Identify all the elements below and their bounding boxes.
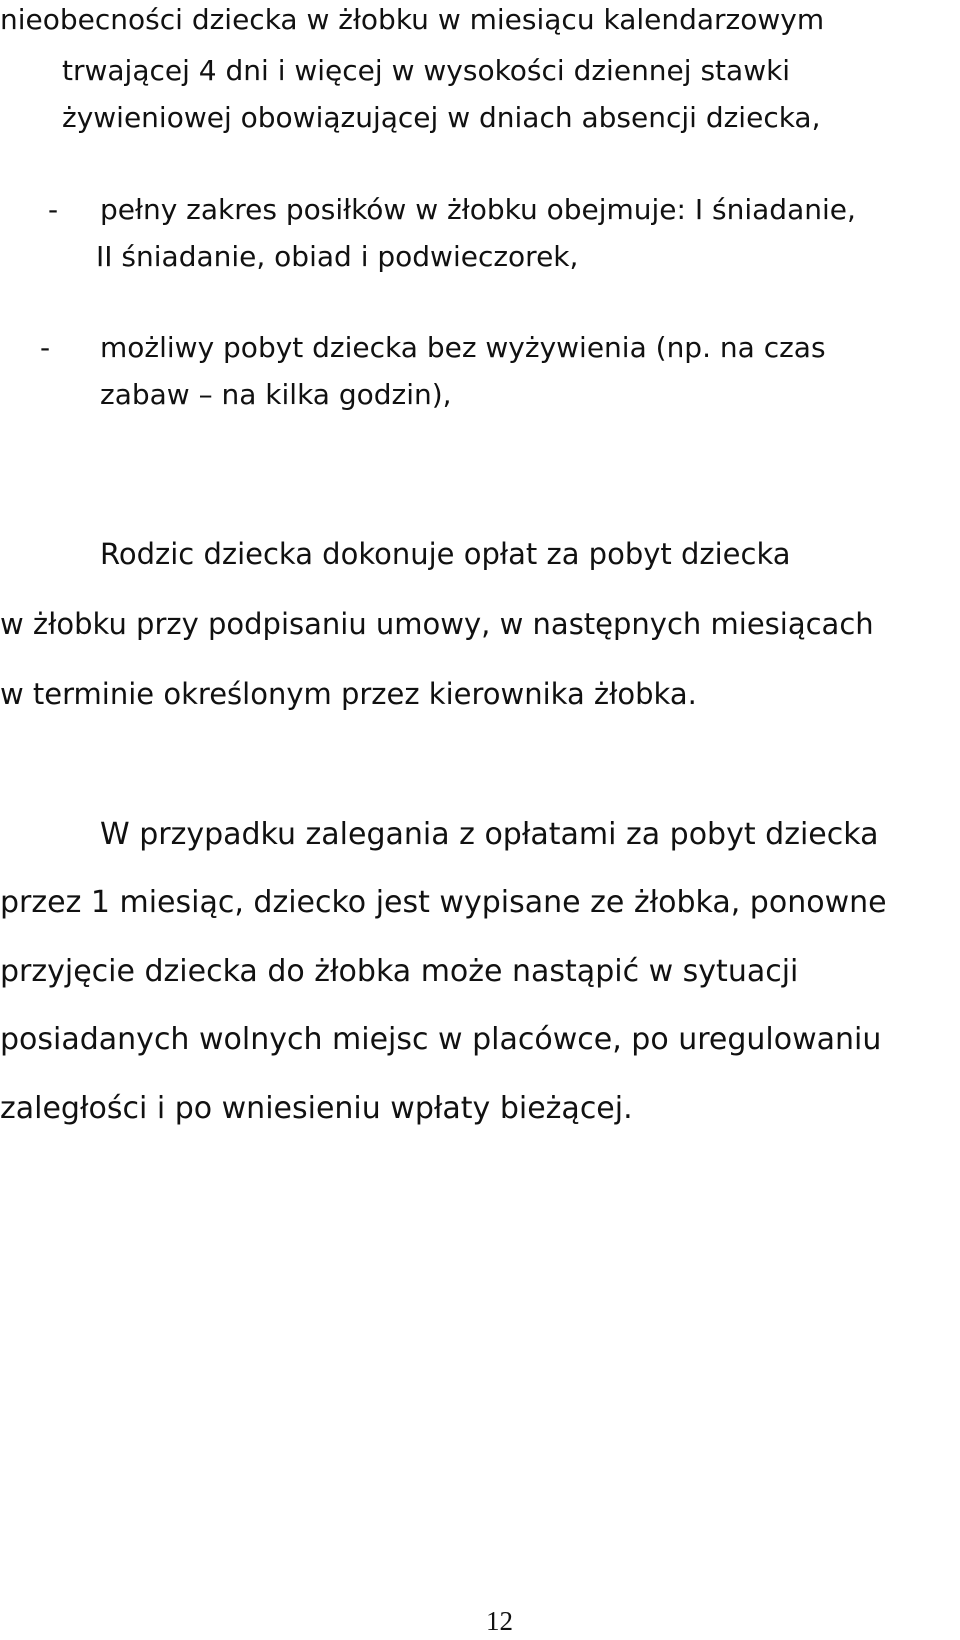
page-number: 12 bbox=[486, 1606, 513, 1636]
paragraph-line: przez 1 miesiąc, dziecko jest wypisane ze żłobka, ponowne bbox=[0, 885, 887, 920]
paragraph-line: posiadanych wolnych miejsc w placówce, po uregulowaniu bbox=[0, 1022, 882, 1057]
paragraph-line: W przypadku zalegania z opłatami za pobyt dziecka bbox=[100, 817, 879, 852]
bullet-line: zabaw – na kilka godzin), bbox=[100, 378, 452, 411]
paragraph-line: przyjęcie dziecka do żłobka może nastąpić w sytuacji bbox=[0, 954, 799, 989]
bullet-line: pełny zakres posiłków w żłobku obejmuje: I śniadanie, bbox=[100, 193, 856, 226]
paragraph-line: Rodzic dziecka dokonuje opłat za pobyt dziecka bbox=[100, 537, 791, 571]
intro-line: trwającej 4 dni i więcej w wysokości dziennej stawki bbox=[62, 54, 791, 87]
intro-line: żywieniowej obowiązującej w dniach absencji dziecka, bbox=[62, 101, 821, 134]
bullet-line: możliwy pobyt dziecka bez wyżywienia (np. na czas bbox=[100, 331, 826, 364]
paragraph-line: w żłobku przy podpisaniu umowy, w następnych miesiącach bbox=[0, 607, 874, 641]
bullet-marker: - bbox=[48, 193, 59, 226]
bullet-marker: - bbox=[40, 331, 51, 364]
paragraph-line: zaległości i po wniesieniu wpłaty bieżącej. bbox=[0, 1091, 633, 1126]
intro-line: nieobecności dziecka w żłobku w miesiącu kalendarzowym bbox=[0, 3, 825, 36]
bullet-line: II śniadanie, obiad i podwieczorek, bbox=[96, 240, 579, 273]
paragraph-line: w terminie określonym przez kierownika żłobka. bbox=[0, 677, 697, 711]
